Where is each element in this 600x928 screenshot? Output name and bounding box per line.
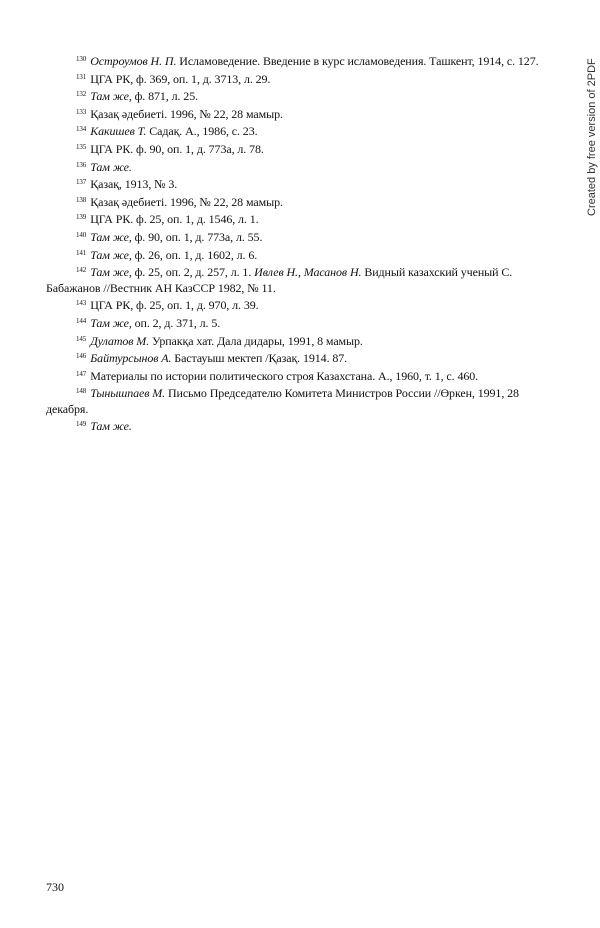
footnote: $^{130}$ Остроумов Н. П. Исламоведение. Введение в курс исламоведения. Ташкент, 1914, с. 127.: [76, 54, 539, 68]
footnote: $^{149}$ Там же.: [76, 419, 132, 434]
footnote: $^{137}$ Қазақ, 1913, № 3.: [76, 177, 178, 192]
footnote: $^{134}$ Какишев Т. Садақ. А., 1986, с. 23.: [76, 124, 258, 139]
footnote: $^{132}$ Там же, ф. 871, л. 25.: [76, 89, 198, 104]
footnote: $^{148}$ Тынышпаев М. Письмо Председателю Комитета Министров России //Өркен, 1991, 28 декабря.: [46, 386, 519, 416]
footnote: $^{143}$ ЦГА РК, ф. 25, оп. 1, д. 970, л. 39.: [76, 298, 259, 313]
footnotes: [46, 52, 562, 435]
page-number: 730: [46, 880, 64, 894]
footnote: $^{140}$ Там же, ф. 90, оп. 1, д. 773а, л. 55.: [76, 229, 263, 244]
footnote: $^{135}$ ЦГА РК. ф. 90, оп. 1, д. 773а, л. 78.: [76, 141, 264, 156]
footnote: $^{131}$ ЦГА РК, ф. 369, оп. 1, д. 3713, л. 29.: [76, 71, 271, 86]
footnote: $^{138}$ Қазақ әдебиеті. 1996, № 22, 28 мамыр.: [76, 194, 283, 209]
footnote: $^{146}$ Байтурсынов А. Бастауыш мектеп /Қазақ. 1914. 87.: [76, 351, 348, 366]
watermark: Created by free version of 2PDF: [586, 58, 598, 216]
footnote: $^{139}$ ЦГА РК. ф. 25, оп. 1, д. 1546, л. 1.: [76, 212, 259, 227]
footnote: $^{144}$ Там же, оп. 2, д. 371, л. 5.: [76, 315, 221, 330]
footnote: $^{147}$ Материалы по истории политического строя Казахстана. А., 1960, т. 1, с. 460.: [76, 368, 479, 383]
footnote: $^{141}$ Там же, ф. 26, оп. 1, д. 1602, л. 6.: [76, 247, 258, 262]
footnote: $^{136}$ Там же.: [76, 159, 132, 174]
footnote: $^{142}$ Там же, ф. 25, оп. 2, д. 257, л. 1. Ивлев Н., Масанов Н. Видный казахский ученый С. Бабажанов //Вестник АН КазССР 1982, № 11.: [46, 265, 513, 295]
footnote: $^{145}$ Дулатов М. Урпакқа хат. Дала дидары, 1991, 8 мамыр.: [76, 333, 363, 348]
footnote: $^{133}$ Қазақ әдебиеті. 1996, № 22, 28 мамыр.: [76, 106, 283, 121]
